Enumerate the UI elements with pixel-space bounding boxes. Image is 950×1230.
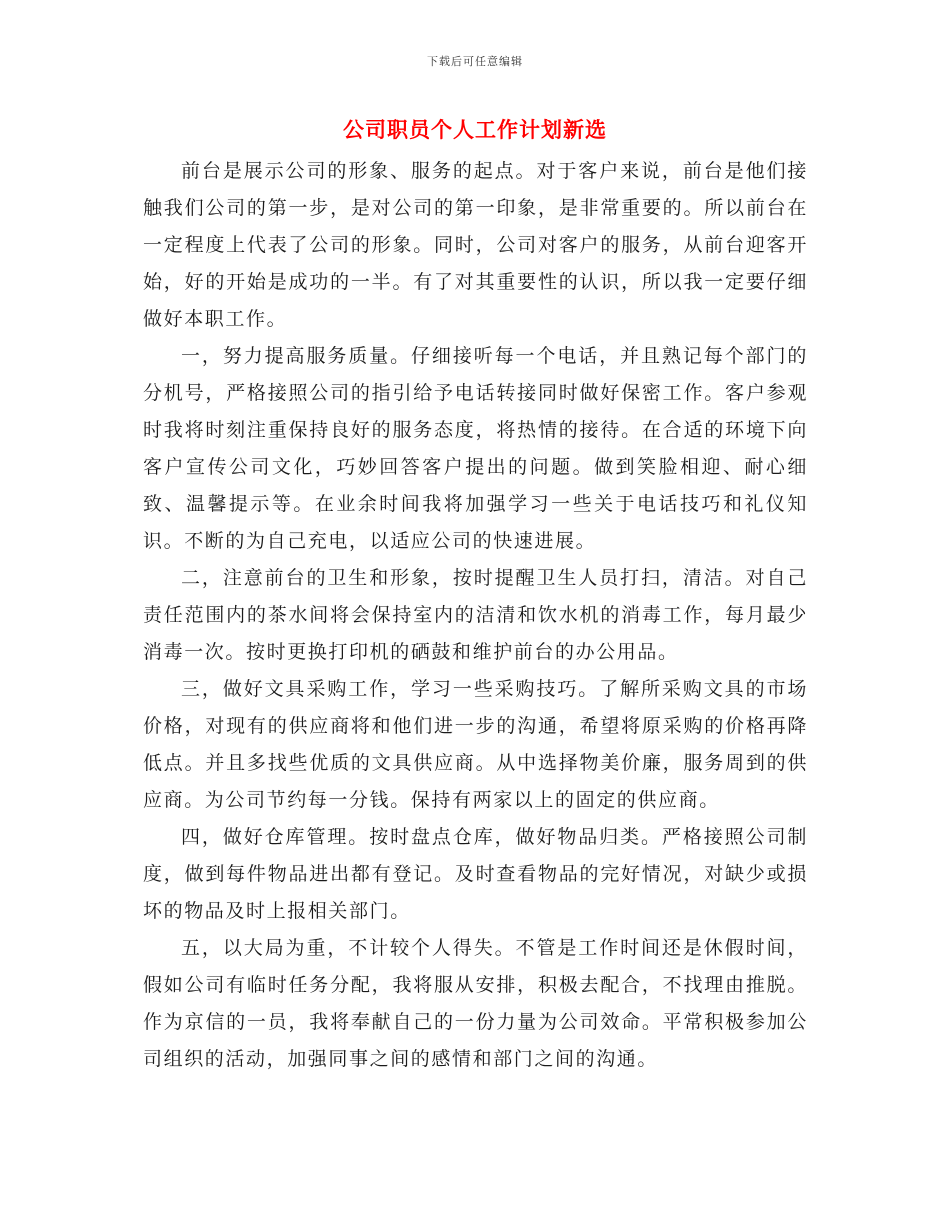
page-header-note: 下载后可任意编辑: [427, 55, 523, 68]
paragraph-point-1: 一，努力提高服务质量。仔细接听每一个电话，并且熟记每个部门的分机号，严格接照公司的指引给予电话转接同时做好保密工作。客户参观时我将时刻注重保持良好的服务态度，将热情的接待。在合适的环境下向客户宣传公司文化，巧妙回答客户提出的问题。做到笑脸相迎、耐心细致、温馨提示等。在业余时间我将加强学习一些关于电话技巧和礼仪知识。不断的为自己充电，以适应公司的快速进展。: [143, 345, 808, 552]
document-title: 公司职员个人工作计划新选: [343, 117, 607, 142]
paragraph-intro: 前台是展示公司的形象、服务的起点。对于客户来说，前台是他们接触我们公司的第一步，是对公司的第一印象，是非常重要的。所以前台在一定程度上代表了公司的形象。同时，公司对客户的服务，从前台迎客开始，好的开始是成功的一半。有了对其重要性的认识，所以我一定要仔细做好本职工作。: [143, 160, 808, 330]
paragraph-point-2: 二，注意前台的卫生和形象，按时提醒卫生人员打扫，清洁。对自己责任范围内的茶水间将会保持室内的洁清和饮水机的消毒工作，每月最少消毒一次。按时更换打印机的硒鼓和维护前台的办公用品。: [143, 567, 808, 663]
paragraph-point-3: 三，做好文具采购工作，学习一些采购技巧。了解所采购文具的市场价格，对现有的供应商将和他们进一步的沟通，希望将原采购的价格再降低点。并且多找些优质的文具供应商。从中选择物美价廉，服务周到的供应商。为公司节约每一分钱。保持有两家以上的固定的供应商。: [143, 678, 808, 811]
paragraph-point-4: 四，做好仓库管理。按时盘点仓库，做好物品归类。严格接照公司制度，做到每件物品进出都有登记。及时查看物品的完好情况，对缺少或损坏的物品及时上报相关部门。: [143, 826, 808, 922]
document-body: [143, 153, 808, 1078]
paragraph-point-5: 五，以大局为重，不计较个人得失。不管是工作时间还是休假时间，假如公司有临时任务分配，我将服从安排，积极去配合，不找理由推脱。作为京信的一员，我将奉献自己的一份力量为公司效命。平常积极参加公司组织的活动，加强同事之间的感情和部门之间的沟通。: [143, 937, 808, 1070]
